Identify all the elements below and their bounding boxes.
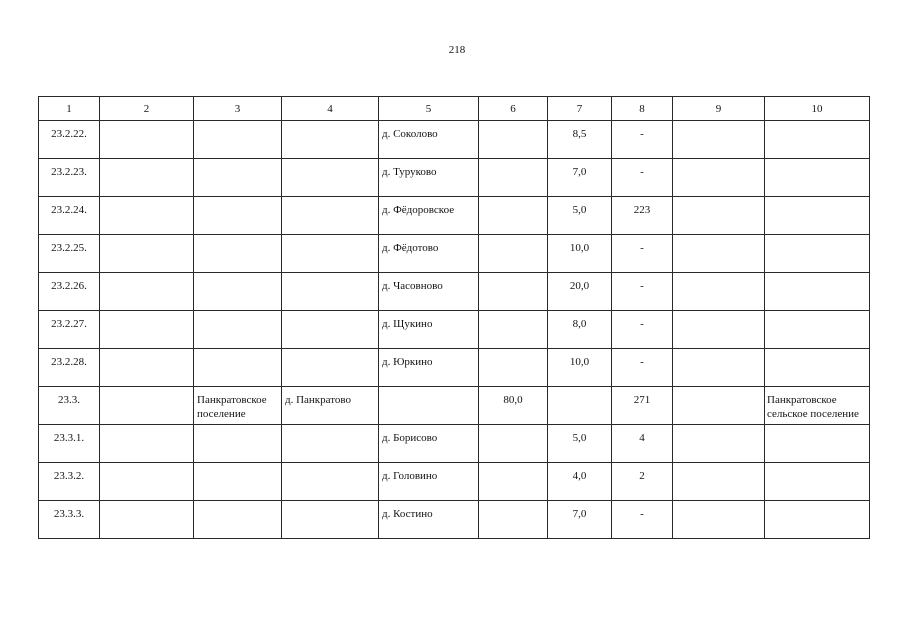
table-cell-col-5: д. Часовново	[379, 273, 479, 311]
table-cell-col-9	[673, 349, 765, 387]
table-cell-col-4	[282, 197, 379, 235]
column-header-6: 6	[479, 97, 548, 121]
table-cell-col-6	[479, 235, 548, 273]
table-header-row	[39, 97, 870, 121]
table-cell-col-2	[100, 235, 194, 273]
table-cell-col-6	[479, 121, 548, 159]
table-cell-col-8: -	[612, 273, 673, 311]
table-cell-col-3	[194, 463, 282, 501]
table-row	[39, 387, 870, 425]
table-cell-col-9	[673, 273, 765, 311]
table-cell-col-10	[765, 235, 870, 273]
table-cell-col-2	[100, 159, 194, 197]
table-cell-col-1: 23.2.23.	[39, 159, 100, 197]
table-cell-col-7: 10,0	[548, 235, 612, 273]
page-number: 218	[448, 44, 466, 56]
table-cell-col-9	[673, 311, 765, 349]
table-cell-col-10: Панкратовское сельское поселение	[765, 387, 870, 425]
table-cell-col-3	[194, 159, 282, 197]
table-cell-col-2	[100, 121, 194, 159]
table-cell-col-10	[765, 501, 870, 539]
table-cell-col-8: 4	[612, 425, 673, 463]
table-cell-col-10	[765, 159, 870, 197]
table-cell-col-5: д. Туруково	[379, 159, 479, 197]
table-cell-col-2	[100, 463, 194, 501]
table-cell-col-8: -	[612, 311, 673, 349]
table-cell-col-8: 271	[612, 387, 673, 425]
table-cell-col-3	[194, 349, 282, 387]
table-row	[39, 235, 870, 273]
table-cell-col-5: д. Борисово	[379, 425, 479, 463]
table-cell-col-8: -	[612, 349, 673, 387]
table-cell-col-1: 23.3.	[39, 387, 100, 425]
table-cell-col-9	[673, 235, 765, 273]
table-cell-col-1: 23.3.2.	[39, 463, 100, 501]
table-cell-col-6: 80,0	[479, 387, 548, 425]
table-row	[39, 121, 870, 159]
table-cell-col-2	[100, 387, 194, 425]
table-cell-col-5: д. Фёдоровское	[379, 197, 479, 235]
table-cell-col-5: д. Щукино	[379, 311, 479, 349]
table-cell-col-5: д. Головино	[379, 463, 479, 501]
table-cell-col-7: 20,0	[548, 273, 612, 311]
table-cell-col-1: 23.2.22.	[39, 121, 100, 159]
table-cell-col-4	[282, 159, 379, 197]
table-cell-col-6	[479, 501, 548, 539]
table-cell-col-6	[479, 159, 548, 197]
column-header-10: 10	[765, 97, 870, 121]
table-cell-col-8: -	[612, 159, 673, 197]
table-cell-col-7: 7,0	[548, 159, 612, 197]
table-cell-col-7	[548, 387, 612, 425]
table-cell-col-7: 4,0	[548, 463, 612, 501]
table-cell-col-1: 23.2.24.	[39, 197, 100, 235]
table-row	[39, 501, 870, 539]
settlements-table	[38, 96, 870, 539]
table-cell-col-5: д. Костино	[379, 501, 479, 539]
table-cell-col-4	[282, 425, 379, 463]
table-cell-col-7: 5,0	[548, 425, 612, 463]
table-cell-col-3	[194, 501, 282, 539]
column-header-3: 3	[194, 97, 282, 121]
table-cell-col-7: 10,0	[548, 349, 612, 387]
column-header-8: 8	[612, 97, 673, 121]
table-cell-col-10	[765, 273, 870, 311]
table-cell-col-9	[673, 197, 765, 235]
table-cell-col-3	[194, 273, 282, 311]
table-cell-col-3: Панкратовское поселение	[194, 387, 282, 425]
table-cell-col-7: 7,0	[548, 501, 612, 539]
table-cell-col-6	[479, 273, 548, 311]
table-cell-col-10	[765, 349, 870, 387]
table-cell-col-10	[765, 121, 870, 159]
table-cell-col-1: 23.2.28.	[39, 349, 100, 387]
column-header-9: 9	[673, 97, 765, 121]
table-cell-col-2	[100, 425, 194, 463]
table-cell-col-2	[100, 311, 194, 349]
table-row	[39, 349, 870, 387]
table-cell-col-3	[194, 197, 282, 235]
table-row	[39, 425, 870, 463]
table-cell-col-9	[673, 121, 765, 159]
table-cell-col-6	[479, 311, 548, 349]
table-cell-col-9	[673, 501, 765, 539]
table-cell-col-3	[194, 235, 282, 273]
table-cell-col-7: 5,0	[548, 197, 612, 235]
table-cell-col-9	[673, 159, 765, 197]
table-row	[39, 273, 870, 311]
table-cell-col-10	[765, 311, 870, 349]
table-cell-col-10	[765, 463, 870, 501]
table-cell-col-10	[765, 197, 870, 235]
table-cell-col-2	[100, 349, 194, 387]
table-cell-col-8: -	[612, 121, 673, 159]
table-cell-col-4	[282, 235, 379, 273]
table-cell-col-6	[479, 463, 548, 501]
table-cell-col-7: 8,5	[548, 121, 612, 159]
table-cell-col-3	[194, 311, 282, 349]
column-header-5: 5	[379, 97, 479, 121]
table-cell-col-8: -	[612, 235, 673, 273]
table-cell-col-2	[100, 501, 194, 539]
column-header-7: 7	[548, 97, 612, 121]
table-cell-col-1: 23.3.3.	[39, 501, 100, 539]
table-cell-col-2	[100, 273, 194, 311]
table-cell-col-5: д. Соколово	[379, 121, 479, 159]
table-cell-col-4	[282, 501, 379, 539]
table-cell-col-9	[673, 387, 765, 425]
column-header-1: 1	[39, 97, 100, 121]
table-row	[39, 159, 870, 197]
table-cell-col-6	[479, 425, 548, 463]
table-cell-col-2	[100, 197, 194, 235]
table-cell-col-4	[282, 311, 379, 349]
table-cell-col-4: д. Панкратово	[282, 387, 379, 425]
table-cell-col-5	[379, 387, 479, 425]
table-cell-col-7: 8,0	[548, 311, 612, 349]
table-row	[39, 311, 870, 349]
table-cell-col-4	[282, 349, 379, 387]
table-cell-col-9	[673, 463, 765, 501]
table-cell-col-1: 23.2.26.	[39, 273, 100, 311]
table-cell-col-6	[479, 349, 548, 387]
table-cell-col-9	[673, 425, 765, 463]
table-cell-col-8: -	[612, 501, 673, 539]
table-cell-col-4	[282, 463, 379, 501]
table-cell-col-3	[194, 425, 282, 463]
table-cell-col-5: д. Фёдотово	[379, 235, 479, 273]
table-cell-col-3	[194, 121, 282, 159]
table-cell-col-8: 223	[612, 197, 673, 235]
table-cell-col-1: 23.2.27.	[39, 311, 100, 349]
column-header-2: 2	[100, 97, 194, 121]
table-cell-col-10	[765, 425, 870, 463]
table-cell-col-1: 23.2.25.	[39, 235, 100, 273]
table-cell-col-8: 2	[612, 463, 673, 501]
table-cell-col-4	[282, 273, 379, 311]
table-cell-col-6	[479, 197, 548, 235]
table-cell-col-4	[282, 121, 379, 159]
table-row	[39, 197, 870, 235]
column-header-4: 4	[282, 97, 379, 121]
table-cell-col-1: 23.3.1.	[39, 425, 100, 463]
table-row	[39, 463, 870, 501]
table-cell-col-5: д. Юркино	[379, 349, 479, 387]
